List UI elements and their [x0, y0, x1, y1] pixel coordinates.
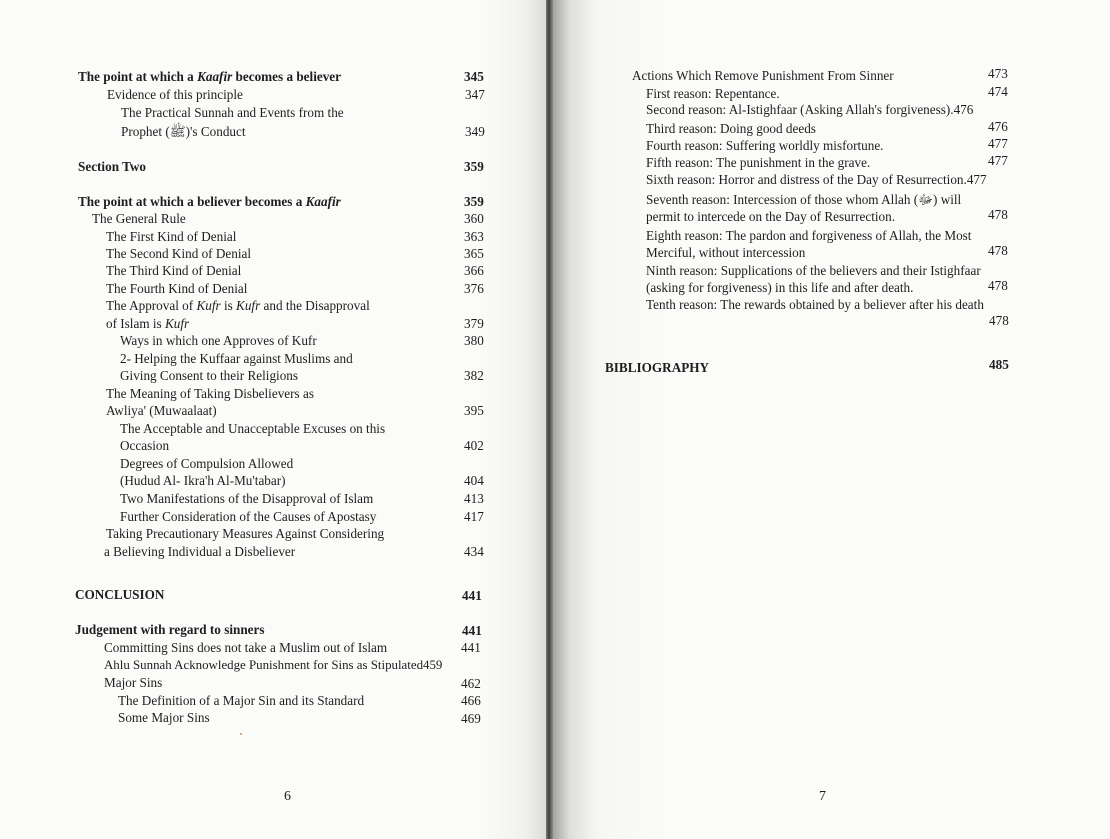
- toc-entry: The Acceptable and Unacceptable Excuses on this: [120, 421, 386, 436]
- toc-entry: Taking Precautionary Measures Against Considering: [106, 526, 385, 541]
- toc-page-number: 462: [461, 676, 481, 691]
- toc-entry: Degrees of Compulsion Allowed: [120, 456, 294, 471]
- toc-page-number: 365: [464, 246, 484, 261]
- toc-page-number: 478: [988, 243, 1008, 258]
- toc-page-number: 478: [989, 313, 1009, 328]
- toc-page-number: 469: [461, 711, 481, 726]
- toc-entry-believer-becomes-kaafir: The point at which a believer becomes a Kaafir: [78, 194, 341, 209]
- toc-entry: Second reason: Al-Istighfaar (Asking Allah's forgiveness).476: [646, 102, 974, 117]
- toc-entry: Actions Which Remove Punishment From Sinner: [632, 68, 894, 83]
- toc-page-number: 345: [464, 69, 484, 84]
- toc-page-number: 349: [465, 124, 485, 139]
- toc-entry: Ahlu Sunnah Acknowledge Punishment for Sins as Stipulated459: [104, 658, 443, 672]
- toc-entry-conclusion: CONCLUSION: [75, 587, 165, 602]
- toc-page-number: 476: [988, 119, 1008, 134]
- toc-page-number: 441: [462, 623, 482, 638]
- toc-entry: Fourth reason: Suffering worldly misfortune.: [646, 138, 884, 153]
- toc-entry: The Third Kind of Denial: [106, 263, 242, 278]
- toc-page-number: 441: [461, 640, 481, 655]
- toc-entry: Seventh reason: Intercession of those whom Allah (ﷻ) will: [646, 192, 962, 207]
- toc-entry: Fifth reason: The punishment in the grave.: [646, 155, 871, 170]
- toc-entry: Eighth reason: The pardon and forgiveness of Allah, the Most: [646, 228, 972, 243]
- toc-entry: Third reason: Doing good deeds: [646, 121, 816, 136]
- toc-entry: Occasion: [120, 438, 170, 453]
- toc-page-number: 485: [989, 357, 1009, 372]
- toc-page-number: 441: [462, 588, 482, 603]
- toc-page-number: 404: [464, 473, 484, 488]
- toc-page-number: 380: [464, 333, 484, 348]
- toc-page-number: 417: [464, 509, 484, 524]
- book-gutter: [546, 0, 553, 839]
- toc-entry-bibliography: BIBLIOGRAPHY: [605, 360, 710, 375]
- toc-page-number: 474: [988, 84, 1008, 99]
- toc-entry: 2- Helping the Kuffaar against Muslims and: [120, 351, 353, 366]
- toc-entry: Major Sins: [104, 675, 163, 690]
- toc-entry: The Second Kind of Denial: [106, 246, 252, 261]
- toc-entry: Sixth reason: Horror and distress of the Day of Resurrection.477: [646, 172, 987, 187]
- toc-page-number: 359: [464, 159, 484, 174]
- toc-page-number: 382: [464, 368, 484, 383]
- toc-entry: Further Consideration of the Causes of Apostasy: [120, 509, 377, 524]
- toc-entry: Awliya' (Muwaalaat): [106, 403, 217, 418]
- toc-page-number: 478: [988, 207, 1008, 222]
- toc-entry: of Islam is Kufr: [106, 316, 190, 331]
- right-page: [553, 0, 1110, 839]
- toc-page-number: 347: [465, 87, 485, 102]
- toc-page-number: 466: [461, 693, 481, 708]
- toc-entry: The First Kind of Denial: [106, 229, 237, 244]
- toc-page-number: 363: [464, 229, 484, 244]
- toc-page-number: 434: [464, 544, 484, 559]
- toc-entry: Committing Sins does not take a Muslim out of Islam: [104, 640, 388, 655]
- toc-entry-kaafir-becomes-believer: The point at which a Kaafir becomes a believer: [78, 69, 342, 84]
- page-number-right: 7: [819, 789, 826, 804]
- toc-entry: Evidence of this principle: [107, 87, 243, 102]
- toc-page-number: 477: [988, 153, 1008, 168]
- toc-entry: The Practical Sunnah and Events from the: [121, 105, 344, 120]
- toc-entry-section-two: Section Two: [78, 159, 147, 174]
- toc-page-number: 402: [464, 438, 484, 453]
- toc-entry: Some Major Sins: [118, 710, 210, 725]
- toc-entry: Ways in which one Approves of Kufr: [120, 333, 317, 348]
- toc-entry: The General Rule: [92, 211, 186, 226]
- toc-page-number: 359: [464, 194, 484, 209]
- toc-entry: permit to intercede on the Day of Resurrection.: [646, 209, 896, 224]
- toc-page-number: 366: [464, 263, 484, 278]
- toc-page-number: 473: [988, 66, 1008, 81]
- toc-entry: The Approval of Kufr is Kufr and the Disapproval: [106, 298, 370, 313]
- toc-entry: Two Manifestations of the Disapproval of Islam: [120, 491, 374, 506]
- paper-speck: [240, 733, 242, 735]
- toc-entry: The Meaning of Taking Disbelievers as: [106, 386, 314, 401]
- toc-page-number: 413: [464, 491, 484, 506]
- toc-page-number: 395: [464, 403, 484, 418]
- toc-page-number: 379: [464, 316, 484, 331]
- toc-page-number: 477: [988, 136, 1008, 151]
- toc-entry: a Believing Individual a Disbeliever: [104, 544, 296, 559]
- toc-entry: The Definition of a Major Sin and its Standard: [118, 693, 365, 708]
- toc-entry: The Fourth Kind of Denial: [106, 281, 248, 296]
- toc-page-number: 376: [464, 281, 484, 296]
- toc-page-number: 360: [464, 211, 484, 226]
- toc-entry: First reason: Repentance.: [646, 86, 780, 101]
- toc-entry: Tenth reason: The rewards obtained by a believer after his death: [646, 297, 984, 312]
- toc-entry: Ninth reason: Supplications of the believers and their Istighfaar: [646, 263, 981, 278]
- toc-entry: Giving Consent to their Religions: [120, 368, 299, 383]
- toc-entry-judgement-sinners: Judgement with regard to sinners: [75, 622, 265, 637]
- toc-entry: Prophet (ﷺ)'s Conduct: [121, 124, 246, 139]
- toc-entry: (asking for forgiveness) in this life and after death.: [646, 280, 914, 295]
- toc-entry: (Hudud Al- Ikra'h Al-Mu'tabar): [120, 473, 286, 488]
- page-number-left: 6: [284, 789, 291, 804]
- toc-entry: Merciful, without intercession: [646, 245, 806, 260]
- left-page: [0, 0, 546, 839]
- toc-page-number: 478: [988, 278, 1008, 293]
